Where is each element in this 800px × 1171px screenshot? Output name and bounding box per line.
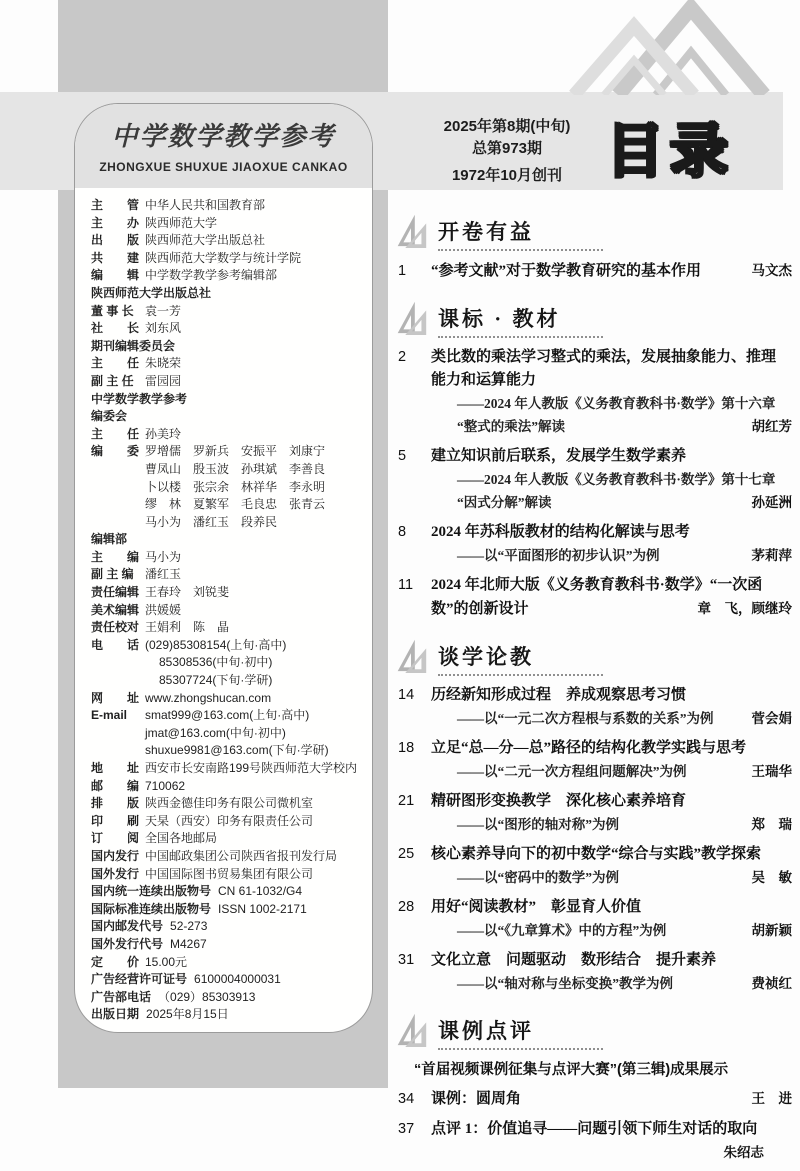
masthead-value-line: 中学数学教学参考编辑部 [145,268,278,283]
masthead-field-label: 排 版 [91,796,140,811]
masthead-value-line: (029)85308154(上旬·高中) [145,637,287,652]
masthead-value-line: 天杲（西安）印务有限责任公司 [145,813,314,828]
masthead-value-line: 孙美玲 [145,426,182,441]
masthead-value-line: 陕西金德佳印务有限公司微机室 [145,796,314,811]
masthead-field-label: 主 管 [91,198,140,212]
toc-item-title: ——以“二元一次方程组问题解决”为例 [457,764,687,779]
masthead-field-row [91,848,362,866]
masthead-field-value: ISSN 1002-2171 [218,901,307,916]
toc-section-title-block [438,637,603,676]
toc-item [398,346,792,438]
masthead-field-value: 6100004000031 [194,972,281,987]
journal-title-pinyin: ZHONGXUE SHUXUE JIAOXUE CANKAO [99,160,348,174]
set-square-decoration-icon [556,0,798,95]
masthead-value-line: 马小为 [145,549,182,564]
toc-page-number: 2 [398,349,407,365]
toc-item-line [398,415,792,438]
masthead-field-value [145,813,362,831]
masthead-field-row [91,954,362,972]
toc-item-author: 朱绍志 [723,1145,764,1160]
masthead-field-label: 编 委 [91,444,140,459]
masthead-value-line: 洪媛媛 [145,602,182,617]
toc-item-line [398,468,792,491]
set-square-icon [392,297,430,337]
toc-item-title: 用好“阅读教材” 彰显育人价值 [431,899,642,915]
masthead-value-line: 陕西师范大学 [145,215,218,230]
toc-item-line [398,491,792,514]
masthead-value-line: 缪 林 夏繁军 毛良忠 张青云 [145,497,326,512]
toc-page-number: 37 [398,1121,415,1137]
masthead-field-row [91,267,362,285]
toc-item-title: 建立知识前后联系，发展学生数学素养 [431,448,687,464]
toc-item [398,445,792,514]
masthead-value-line: 曹凤山 殷玉波 孙琪斌 李善良 [145,461,326,476]
masthead-wide-row [91,883,362,901]
toc-item-line [398,843,792,866]
masthead-field-label: 网 址 [91,690,140,705]
masthead-field-label: 主 编 [91,549,140,564]
toc-item-line [398,684,792,707]
journal-title-calligraphy: 中学数学教学参考 [111,122,336,151]
masthead-value-line: 朱晓荣 [145,356,182,371]
masthead-value-line: 710062 [145,778,186,793]
masthead-value-line: smat999@163.com(上旬·高中) [145,708,310,723]
table-of-contents [398,196,792,1171]
masthead-field-value [145,760,362,778]
masthead-field-row [91,373,362,391]
masthead-field-label: 广告经营许可证号 [91,972,188,987]
masthead-value-line: 全国各地邮局 [145,831,218,846]
toc-item-line [398,259,792,283]
toc-section-header [392,212,792,251]
masthead-field-label: 国内邮发代号 [91,919,164,934]
masthead-field-row [91,690,362,708]
toc-item-line [398,369,792,392]
masthead-wide-row [91,989,362,1007]
masthead-value-line: 中国邮政集团公司陕西省报刊发行局 [145,848,338,863]
masthead-field-value [145,443,362,531]
toc-section-title: 课例点评 [438,1019,534,1043]
toc-section-header [392,299,792,338]
toc-page-number: 28 [398,899,415,915]
masthead-info-list [75,188,372,1024]
masthead-field-value [145,778,362,796]
toc-section-title-block [438,212,603,251]
toc-item-title: ——以“轴对称与坐标变换”教学为例 [457,976,673,991]
toc-page-number: 31 [398,952,415,968]
masthead-value-line: 西安市长安南路199号陕西师范大学校内 [145,761,358,775]
masthead-field-label: 国内发行 [91,848,140,863]
masthead-wide-row [91,901,362,919]
toc-item-line [398,574,792,597]
masthead-value-line: 袁一芳 [145,303,182,318]
masthead-field-row [91,813,362,831]
masthead-field-value [145,303,362,321]
masthead-field-value [145,954,362,972]
masthead-field-value [145,707,362,760]
toc-item-author: 胡新颖 [751,923,792,938]
toc-item-author: 王瑞华 [751,764,792,779]
masthead-section-header: 编委会 [91,409,128,424]
toc-item-line [398,896,792,919]
toc-item-author: 马文杰 [751,263,792,278]
toc-item-line [398,760,792,783]
masthead-value-line: 罗增儒 罗新兵 安振平 刘康宁 [145,444,326,459]
masthead-field-row [91,760,362,778]
masthead-field-row [91,320,362,338]
masthead-field-row [91,795,362,813]
toc-item [398,1118,792,1164]
masthead-value-line: 刘东风 [145,321,182,336]
masthead-card [74,103,373,1033]
toc-item-author: 胡红芳 [751,419,792,434]
masthead-value-line: 中国国际图书贸易集团有限公司 [145,866,314,881]
toc-section-header [392,637,792,676]
toc-item-title: 核心素养导向下的初中数学“综合与实践”教学探索 [431,846,762,862]
masthead-field-label: 定 价 [91,954,140,969]
masthead-field-row [91,584,362,602]
masthead-field-label: 董 事 长 [91,303,134,318]
masthead-field-row [91,549,362,567]
toc-item-line [398,1118,792,1141]
masthead-field-label: 邮 编 [91,778,140,793]
toc-item-author: 费祯红 [751,976,792,991]
masthead-field-value [145,866,362,884]
masthead-field-row [91,426,362,444]
masthead-field-label: 主 任 [91,356,140,371]
masthead-section-header: 中学数学教学参考 [91,391,188,406]
issue-founded: 1972年10月创刊 [451,167,563,184]
masthead-value-line: 卜以楼 张宗余 林祥华 李永明 [145,479,326,494]
masthead-field-label: 责任编辑 [91,585,140,600]
masthead-value-line: 85308536(中旬·初中) [159,655,273,670]
masthead-field-row [91,707,362,760]
masthead-field-value [145,215,362,233]
masthead-field-row [91,566,362,584]
toc-item-line [398,544,792,567]
masthead-wide-row [91,1006,362,1024]
masthead-value-line: 中华人民共和国教育部 [145,198,266,212]
masthead-section-header: 编辑部 [91,532,128,547]
toc-page-number: 25 [398,846,415,862]
masthead-field-row [91,866,362,884]
toc-item-author: 菅会娟 [751,711,792,726]
toc-section-title: 谈学论教 [438,645,534,669]
masthead-field-label: 出 版 [91,233,140,248]
masthead-value-line: 雷园园 [145,373,182,388]
toc-page-number: 11 [398,577,414,593]
toc-item-author: 孙延洲 [751,495,792,510]
masthead-field-value: CN 61-1032/G4 [218,884,303,899]
masthead-field-row [91,443,362,531]
toc-item-title: ——以“《九章算术》中的方程”为例 [457,923,667,938]
masthead-field-row [91,303,362,321]
masthead-field-label: 主 办 [91,215,140,230]
masthead-field-value [145,197,362,215]
issue-number: 2025年第8期(中旬) [443,118,571,135]
masthead-field-label: 出版日期 [91,1007,140,1022]
toc-item-title: 数”的创新设计 [431,601,529,617]
masthead-field-label: 副 主 任 [91,373,134,388]
toc-item [398,896,792,942]
set-square-icon [392,1009,430,1049]
toc-page-number: 8 [398,524,407,540]
toc-item [398,1087,792,1111]
masthead-field-label: 国外发行代号 [91,936,164,951]
toc-item [398,574,792,621]
masthead-field-value: M4267 [170,936,207,951]
toc-item-line [398,949,792,972]
masthead-field-label: 国内统一连续出版物号 [91,884,212,899]
toc-item-title: 课例：圆周角 [431,1091,522,1107]
masthead-value-line: 15.00元 [145,954,188,969]
masthead-field-row [91,215,362,233]
masthead-field-value [145,355,362,373]
toc-item-title: 类比数的乘法学习整式的乘法，发展抽象能力、推理 [431,349,777,365]
masthead-value-line: 王娟利 陈 晶 [145,620,230,635]
masthead-field-row [91,602,362,620]
toc-item [398,259,792,283]
toc-page-number: 14 [398,687,415,703]
set-square-icon [392,210,430,250]
toc-item [398,949,792,995]
toc-item-title: “因式分解”解读 [457,495,552,510]
masthead-field-value [145,619,362,637]
toc-section-note: “首届视频课例征集与点评大赛”(第三辑)成果展示 [414,1062,729,1078]
toc-item-line [398,1141,792,1164]
toc-item-title: 立足“总—分—总”路径的结构化教学实践与思考 [431,740,747,756]
masthead-field-label: 广告部电话 [91,989,152,1004]
masthead-field-label: 副 主 编 [91,567,134,582]
masthead-field-value [145,690,362,708]
masthead-field-row [91,355,362,373]
masthead-value-line: 陕西师范大学出版总社 [145,233,266,248]
masthead-field-row [91,197,362,215]
masthead-field-label: 主 任 [91,426,140,441]
masthead-field-label: E-mail [91,708,128,723]
masthead-field-label: 订 阅 [91,831,140,846]
masthead-header [75,104,372,188]
masthead-field-row [91,778,362,796]
toc-item-title: 2024 年苏科版教材的结构化解读与思考 [431,524,690,540]
set-square-icon [392,635,430,675]
toc-item-author: 吴 敏 [751,870,792,885]
masthead-field-value [145,795,362,813]
masthead-field-row [91,637,362,690]
masthead-field-value [145,426,362,444]
toc-item-line [398,521,792,544]
toc-item-title: 点评 1：价值追寻——问题引领下师生对话的取向 [431,1121,758,1137]
masthead-field-value [145,637,362,690]
masthead-value-line: 潘红玉 [145,567,182,582]
toc-item [398,843,792,889]
masthead-value-line: shuxue9981@163.com(下旬·学研) [145,743,329,758]
toc-item-line [398,790,792,813]
toc-item-line [398,1087,792,1111]
toc-item-line [398,866,792,889]
masthead-value-line: jmat@163.com(中旬·初中) [145,725,286,740]
masthead-field-value [145,232,362,250]
toc-item-title: 2024 年北师大版《义务教育教科书·数学》“一次函 [431,577,763,593]
toc-page-number: 1 [398,263,407,279]
masthead-field-label: 电 话 [91,637,140,652]
toc-item-line [398,813,792,836]
toc-section-title: 开卷有益 [438,220,534,244]
masthead-value-line: www.zhongshucan.com [145,690,272,705]
masthead-field-label: 责任校对 [91,620,140,635]
masthead-field-row [91,619,362,637]
toc-section-title: 课标 · 教材 [438,307,561,331]
masthead-field-label: 共 建 [91,250,140,265]
toc-page-number: 21 [398,793,415,809]
toc-item-line [398,346,792,369]
issue-total: 总第973期 [471,140,543,157]
masthead-field-value [145,566,362,584]
toc-item-title: ——以“图形的轴对称”为例 [457,817,619,832]
masthead-field-value [145,830,362,848]
masthead-field-label: 编 辑 [91,268,140,283]
masthead-value-line: 陕西师范大学数学与统计学院 [145,250,302,265]
toc-item-author: 郑 瑞 [751,817,792,832]
toc-item-title: 历经新知形成过程 养成观察思考习惯 [431,687,687,703]
toc-item [398,790,792,836]
toc-section-title-block [438,1011,603,1050]
masthead-field-value: 2025年8月15日 [146,1007,229,1022]
dotted-rule [438,336,603,338]
masthead-field-value [145,267,362,285]
toc-item-line [398,392,792,415]
masthead-field-value [145,250,362,268]
contents-logo: 目录 [606,119,735,184]
toc-item-line [398,972,792,995]
toc-page-number: 18 [398,740,415,756]
toc-item-title: “参考文献”对于数学教育研究的基本作用 [431,263,702,279]
toc-item-title: ——以“平面图形的初步认识”为例 [457,548,660,563]
masthead-field-row [91,232,362,250]
toc-section-header [392,1011,792,1050]
masthead-value-line: 王春玲 刘锐斐 [145,585,230,600]
masthead-section-header: 陕西师范大学出版总社 [91,285,212,300]
toc-item-line [398,919,792,942]
toc-item-line [398,445,792,468]
masthead-field-label: 地 址 [91,761,140,775]
toc-item-title: “整式的乘法”解读 [457,419,565,434]
masthead-field-value [145,549,362,567]
toc-item-line [398,737,792,760]
masthead-field-value [145,602,362,620]
masthead-field-label: 美术编辑 [91,602,140,617]
masthead-field-label: 国外发行 [91,866,140,881]
toc-page-number: 34 [398,1091,415,1107]
dotted-rule [438,249,603,251]
toc-item-title: ——2024 年人教版《义务教育教科书·数学》第十七章 [457,472,776,487]
masthead-field-value: （029）85303913 [158,989,256,1004]
dotted-rule [438,1048,603,1050]
masthead-value-line: 马小为 潘红玉 段养民 [145,514,278,529]
toc-item-title: ——以“密码中的数学”为例 [457,870,619,885]
masthead-field-label: 国际标准连续出版物号 [91,901,212,916]
toc-item [398,684,792,730]
masthead-field-value [145,848,362,866]
toc-item-author: 王 进 [751,1091,792,1106]
masthead-field-value [145,373,362,391]
masthead-value-line: 85307724(下旬·学研) [159,673,273,688]
masthead-wide-row [91,936,362,954]
toc-item-author: 章 飞，顾继玲 [697,601,792,616]
masthead-field-label: 印 刷 [91,813,140,828]
toc-item-title: 能力和运算能力 [431,372,537,388]
toc-page-number: 5 [398,448,407,464]
masthead-field-value: 52-273 [170,919,208,934]
masthead-wide-row [91,971,362,989]
masthead-section-header: 期刊编辑委员会 [91,338,176,353]
masthead-field-label: 社 长 [91,321,140,336]
masthead-field-row [91,830,362,848]
toc-item-title: 精研图形变换教学 深化核心素养培育 [431,793,687,809]
toc-item-title: 文化立意 问题驱动 数形结合 提升素养 [431,952,717,968]
toc-item-title: ——以“一元二次方程根与系数的关系”为例 [457,711,714,726]
toc-item [398,521,792,567]
issue-info [412,116,602,187]
toc-item [398,737,792,783]
dotted-rule [438,674,603,676]
toc-item-line [398,707,792,730]
toc-item-title: ——2024 年人教版《义务教育教科书·数学》第十六章 [457,396,776,411]
masthead-field-value [145,320,362,338]
toc-item-line [398,597,792,621]
toc-section-title-block [438,299,603,338]
masthead-wide-row [91,918,362,936]
masthead-field-row [91,250,362,268]
toc-item-author: 茅莉萍 [751,548,792,563]
masthead-field-value [145,584,362,602]
